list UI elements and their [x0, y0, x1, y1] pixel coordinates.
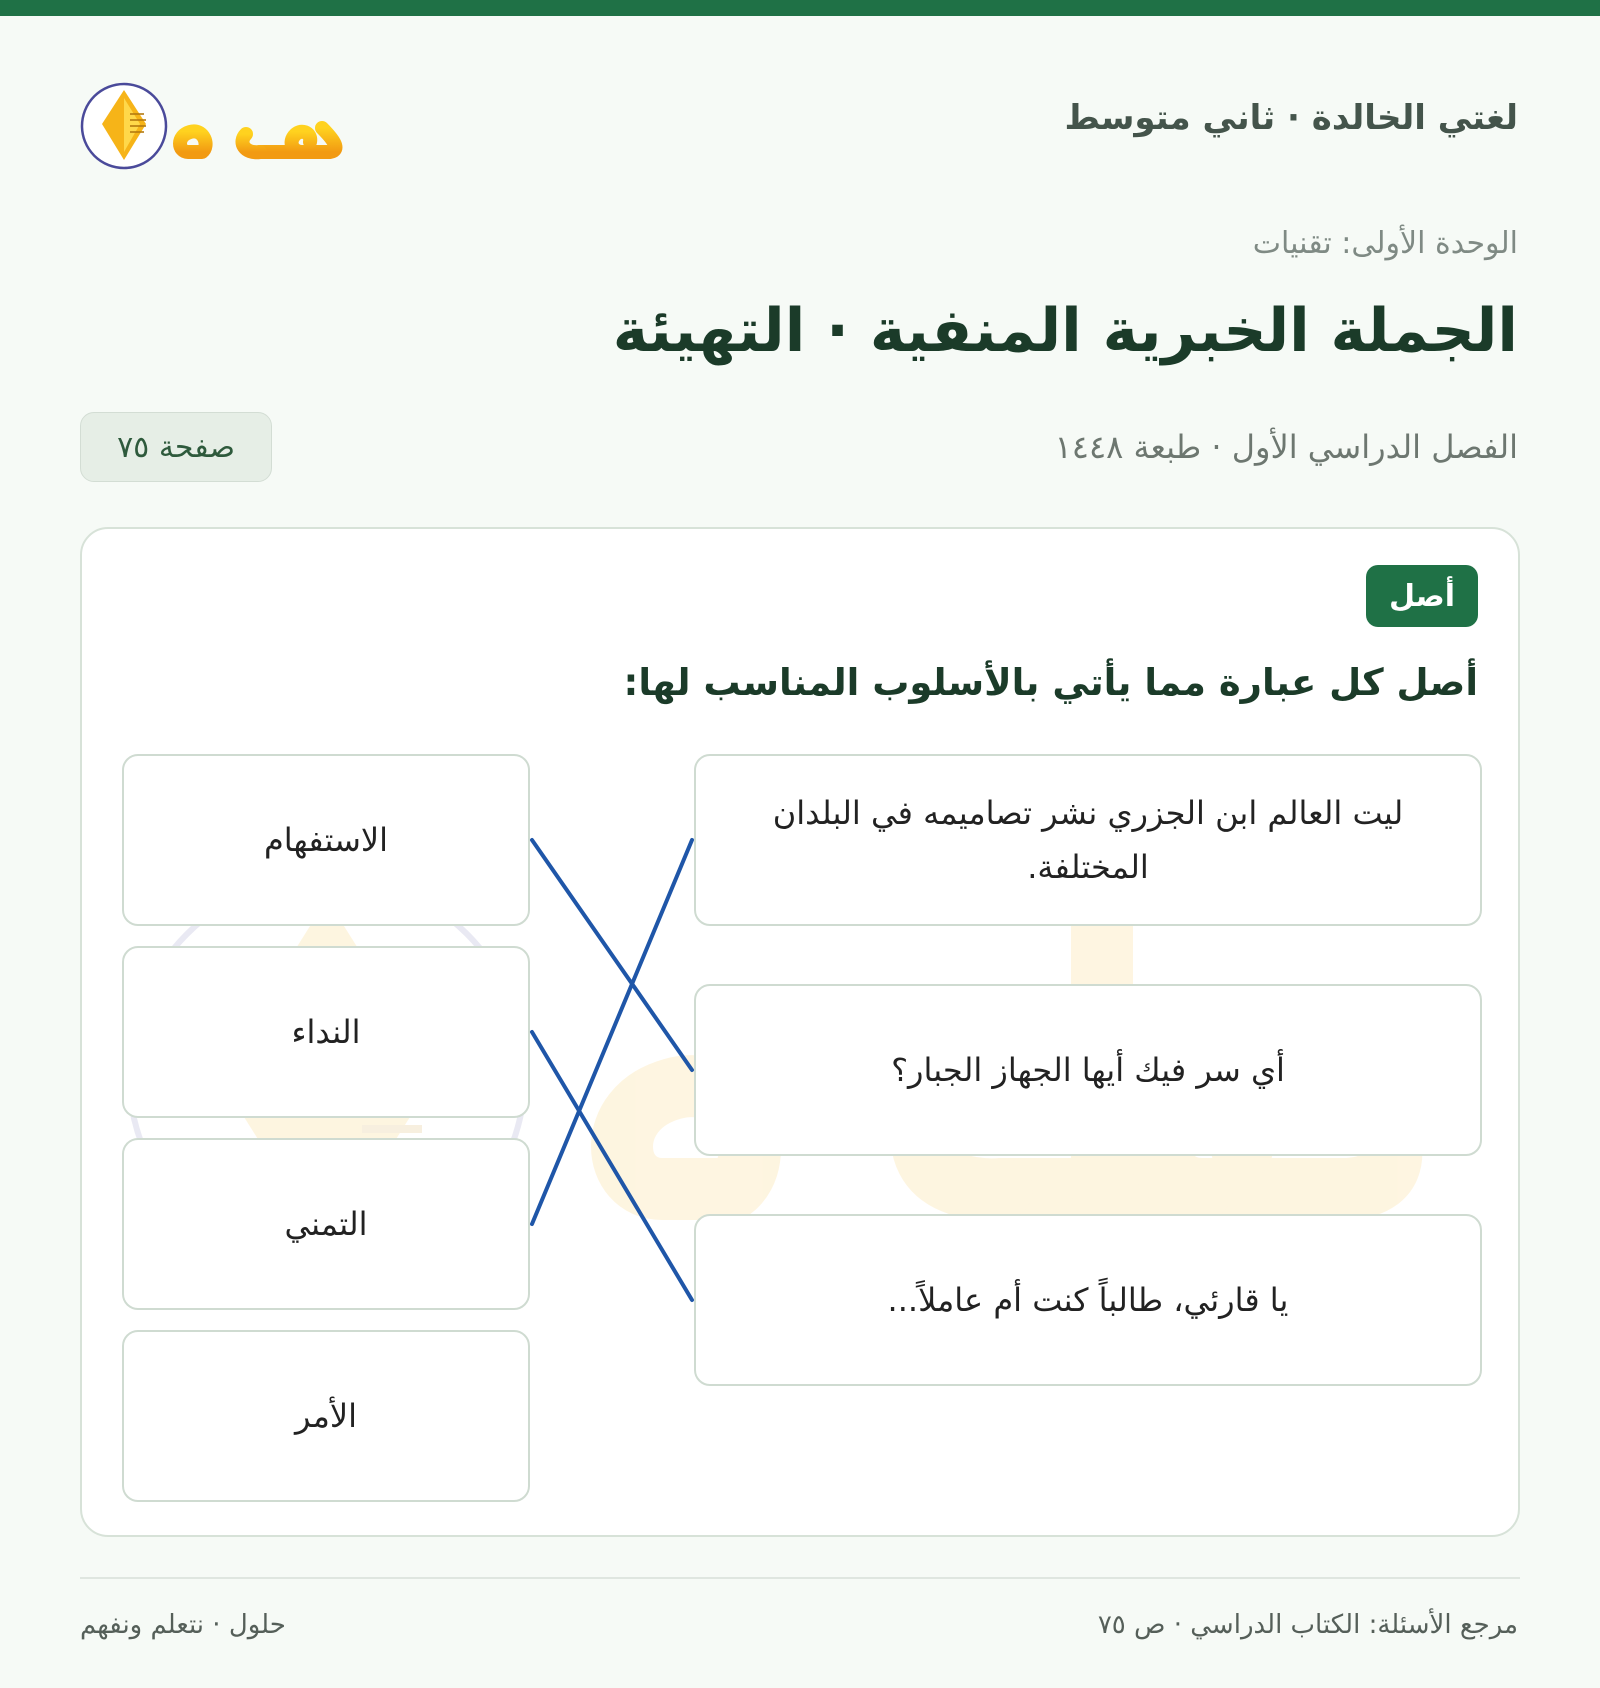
footer-reference: مرجع الأسئلة: الكتاب الدراسي · ص ٧٥ [1097, 1610, 1518, 1640]
exercise-card [80, 527, 1520, 1537]
match-line [532, 840, 692, 1224]
page-number-badge: صفحة ٧٥ [80, 412, 272, 482]
unit-label: الوحدة الأولى: تقنيات [1252, 226, 1518, 261]
style-option-box[interactable] [122, 754, 530, 926]
style-option-text: الأمر [295, 1396, 357, 1435]
hulool-logo [80, 66, 360, 182]
phrase-text: أي سر فيك أيها الجهاز الجبار؟ [891, 1050, 1285, 1089]
phrase-text: ليت العالم ابن الجزري نشر تصاميمه في البلدان المختلفة. [772, 793, 1404, 886]
style-option-text: التمني [284, 1204, 368, 1243]
exercise-type-badge: أصل [1366, 565, 1478, 627]
question-text: أصل كل عبارة مما يأتي بالأسلوب المناسب لها: [623, 661, 1478, 704]
match-line [532, 840, 692, 1070]
style-option-box[interactable] [122, 946, 530, 1118]
lesson-title: الجملة الخبرية المنفية · التهيئة [612, 296, 1518, 366]
top-accent-bar [0, 0, 1600, 16]
style-option-text: الاستفهام [263, 820, 389, 859]
svg-text:حلول: حلول [307, 178, 310, 179]
footer-divider [80, 1577, 1520, 1579]
style-option-box[interactable] [122, 1330, 530, 1502]
phrase-text: يا قارئي، طالباً كنت أم عاملاً... [887, 1280, 1289, 1319]
phrase-box[interactable] [694, 1214, 1482, 1386]
phrase-box[interactable] [694, 754, 1482, 926]
style-option-box[interactable] [122, 1138, 530, 1310]
match-line [532, 1032, 692, 1300]
footer-brand: حلول · نتعلم ونفهم [80, 1610, 286, 1640]
semester-edition: الفصل الدراسي الأول · طبعة ١٤٤٨ [1054, 428, 1518, 466]
subject-title: لغتي الخالدة · ثاني متوسط [1064, 98, 1518, 138]
phrase-box[interactable] [694, 984, 1482, 1156]
style-option-text: النداء [291, 1012, 361, 1051]
